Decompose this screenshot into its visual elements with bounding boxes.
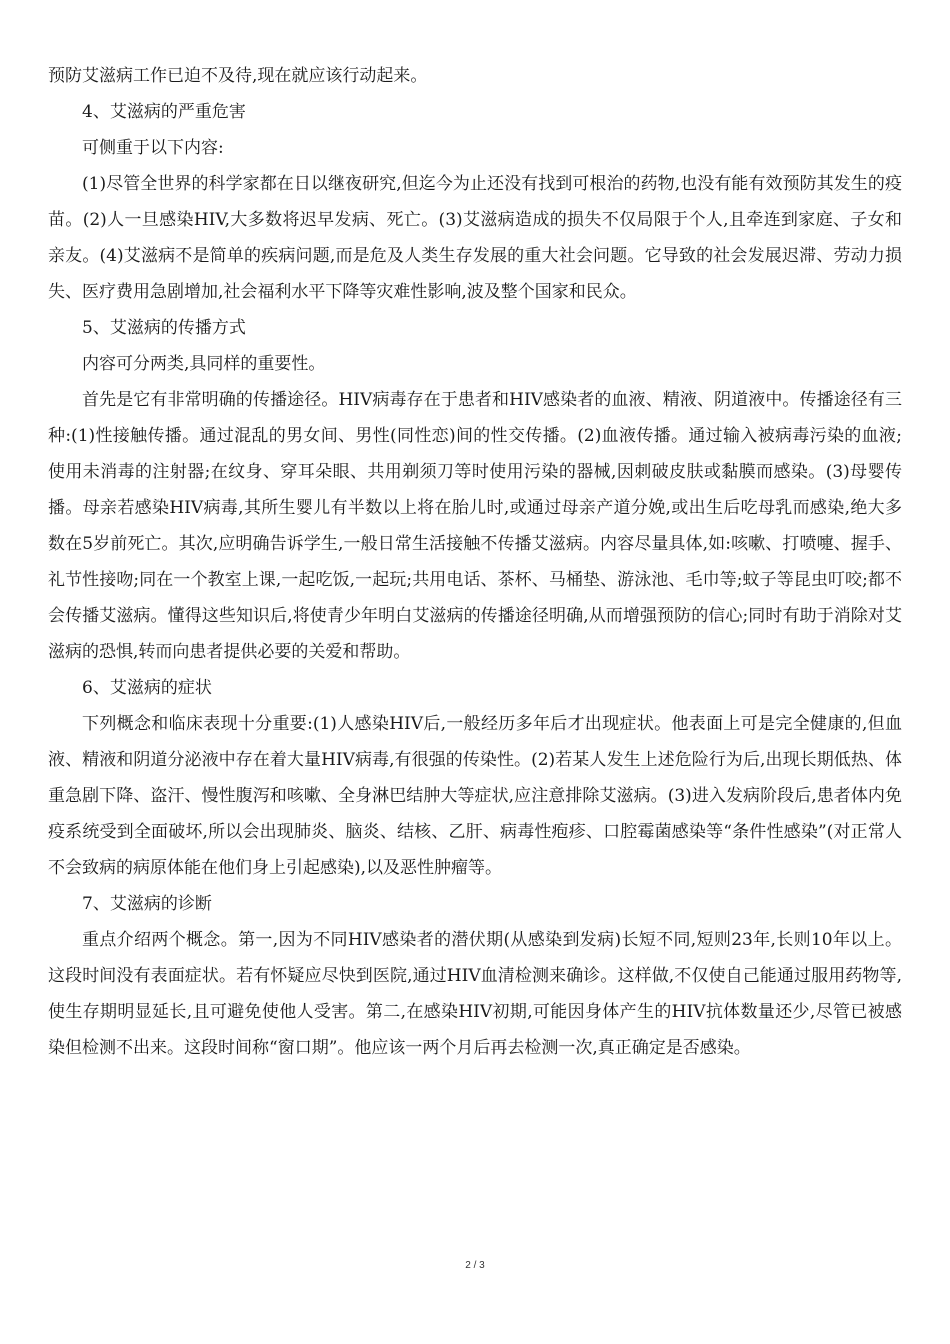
paragraph: 可侧重于以下内容: xyxy=(82,138,224,158)
paragraph: (1)尽管全世界的科学家都在日以继夜研究,但迄今为止还没有找到可根治的药物,也没有能有效预防其发生的疫苗。(2)人一旦感染HIV,大多数将迟早发病、死亡。(3)艾滋病造成的损失不仅局限于个人,且牵连到家庭、子女和亲友。(4)艾滋病不是简单的疾病问题,而是危及人类生存发展的重大社会问题。它导致的社会发展迟滞、劳动力损失、医疗费用急剧增加,社会福利水平下降等灾难性影响,波及整个国家和民众。 xyxy=(48,174,902,302)
section-heading-6: 6、艾滋病的症状 xyxy=(82,678,212,698)
section-heading-4: 4、艾滋病的严重危害 xyxy=(82,102,246,122)
paragraph: 下列概念和临床表现十分重要:(1)人感染HIV后,一般经历多年后才出现症状。他表面上可是完全健康的,但血液、精液和阴道分泌液中存在着大量HIV病毒,有很强的传染性。(2)若某人发生上述危险行为后,出现长期低热、体重急剧下降、盗汗、慢性腹泻和咳嗽、全身淋巴结肿大等症状,应注意排除艾滋病。(3)进入发病阶段后,患者体内免疫系统受到全面破坏,所以会出现肺炎、脑炎、结核、乙肝、病毒性疱疹、口腔霉菌感染等“条件性感染”(对正常人不会致病的病原体能在他们身上引起感染),以及恶性肿瘤等。 xyxy=(48,714,902,878)
page-number: 2 / 3 xyxy=(465,1260,485,1271)
paragraph-intro: 预防艾滋病工作已迫不及待,现在就应该行动起来。 xyxy=(48,66,428,86)
paragraph: 重点介绍两个概念。第一,因为不同HIV感染者的潜伏期(从感染到发病)长短不同,短则23年,长则10年以上。这段时间没有表面症状。若有怀疑应尽快到医院,通过HIV血清检测来确诊。这样做,不仅使自己能通过服用药物等,使生存期明显延长,且可避免使他人受害。第二,在感染HIV初期,可能因身体产生的HIV抗体数量还少,尽管已被感染但检测不出来。这段时间称“窗口期”。他应该一两个月后再去检测一次,真正确定是否感染。 xyxy=(48,930,902,1058)
document-body xyxy=(48,58,902,1066)
paragraph: 首先是它有非常明确的传播途径。HIV病毒存在于患者和HIV感染者的血液、精液、阴道液中。传播途径有三种:(1)性接触传播。通过混乱的男女间、男性(同性恋)间的性交传播。(2)血液传播。通过输入被病毒污染的血液;使用未消毒的注射器;在纹身、穿耳朵眼、共用剃须刀等时使用污染的器械,因刺破皮肤或黏膜而感染。(3)母婴传播。母亲若感染HIV病毒,其所生婴儿有半数以上将在胎儿时,或通过母亲产道分娩,或出生后吃母乳而感染,绝大多数在5岁前死亡。其次,应明确告诉学生,一般日常生活接触不传播艾滋病。内容尽量具体,如:咳嗽、打喷嚏、握手、礼节性接吻;同在一个教室上课,一起吃饭,一起玩;共用电话、茶杯、马桶垫、游泳池、毛巾等;蚊子等昆虫叮咬;都不会传播艾滋病。懂得这些知识后,将使青少年明白艾滋病的传播途径明确,从而增强预防的信心;同时有助于消除对艾滋病的恐惧,转而向患者提供必要的关爱和帮助。 xyxy=(48,390,902,662)
section-heading-7: 7、艾滋病的诊断 xyxy=(82,894,212,914)
paragraph: 内容可分两类,具同样的重要性。 xyxy=(82,354,326,374)
section-heading-5: 5、艾滋病的传播方式 xyxy=(82,318,246,338)
